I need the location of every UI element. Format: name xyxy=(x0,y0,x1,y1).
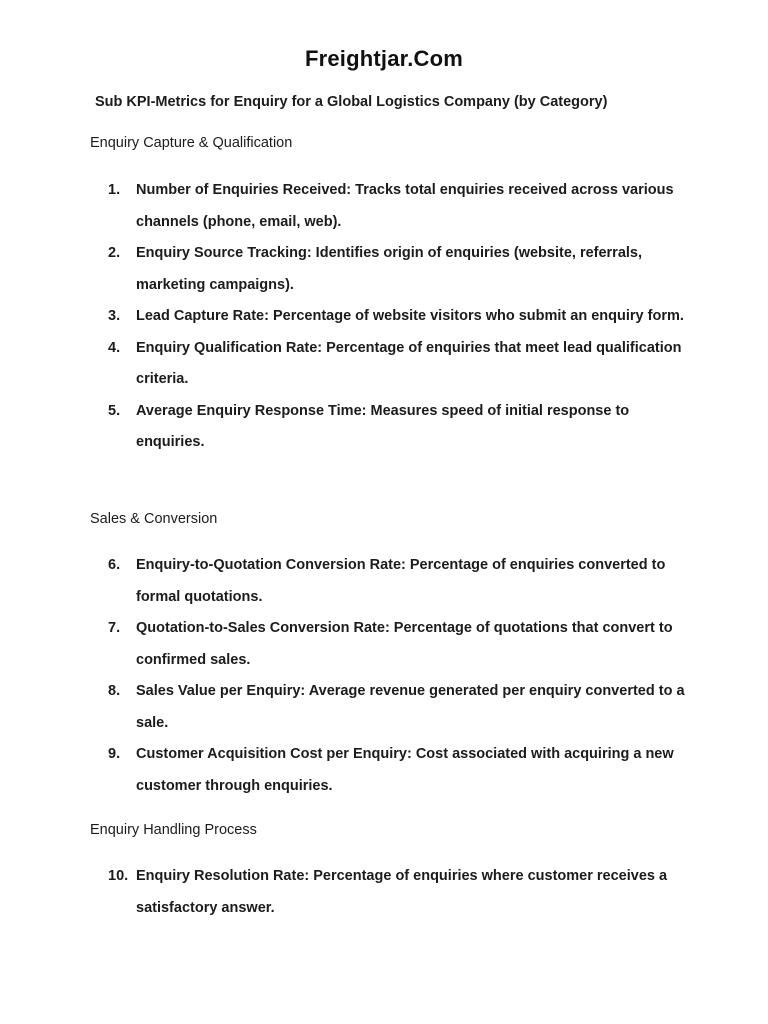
item-number: 2. xyxy=(108,245,121,261)
item-text: Quotation-to-Sales Conversion Rate: Percentage of quotations that convert to confirmed sales. xyxy=(136,620,673,668)
item-text: Enquiry Resolution Rate: Percentage of enquiries where customer receives a satisfactory answer. xyxy=(136,868,668,916)
item-number: 4. xyxy=(108,339,121,356)
list-sales-conversion xyxy=(108,550,688,802)
document-subtitle: Sub KPI-Metrics for Enquiry for a Global Logistics Company (by Category) xyxy=(95,94,608,110)
item-number: 6. xyxy=(108,557,121,573)
item-number: 10. xyxy=(108,868,129,884)
item-text: Lead Capture Rate: Percentage of website visitors who submit an enquiry form. xyxy=(136,308,684,324)
list-item xyxy=(108,301,688,333)
section-heading-sales-conversion: Sales & Conversion xyxy=(90,511,218,527)
list-item xyxy=(108,739,688,802)
list-item xyxy=(108,396,688,459)
item-text: Sales Value per Enquiry: Average revenue generated per enquiry converted to a sale. xyxy=(136,683,685,731)
list-item xyxy=(108,861,688,924)
list-item xyxy=(108,613,688,676)
item-text: Customer Acquisition Cost per Enquiry: Cost associated with acquiring a new customer through enquiries. xyxy=(136,746,674,794)
list-item xyxy=(108,175,688,238)
list-item xyxy=(108,333,688,396)
document-title: Freightjar.Com xyxy=(304,46,464,71)
list-enquiry-capture xyxy=(108,175,688,459)
list-enquiry-handling xyxy=(108,861,688,924)
item-text: Enquiry Source Tracking: Identifies origin of enquiries (website, referrals, marketing campaigns). xyxy=(136,245,643,293)
list-item xyxy=(108,676,688,739)
item-number: 7. xyxy=(108,620,121,636)
item-number: 5. xyxy=(108,402,121,419)
item-text: Average Enquiry Response Time: Measures speed of initial response to enquiries. xyxy=(136,402,630,450)
item-text: Number of Enquiries Received: Tracks total enquiries received across various channels (phone, email, web). xyxy=(136,182,674,230)
section-heading-enquiry-capture: Enquiry Capture & Qualification xyxy=(90,135,293,151)
section-heading-enquiry-handling: Enquiry Handling Process xyxy=(90,822,257,838)
item-number: 1. xyxy=(108,182,121,198)
item-number: 9. xyxy=(108,746,121,762)
item-number: 8. xyxy=(108,683,121,699)
list-item xyxy=(108,238,688,301)
item-text: Enquiry Qualification Rate: Percentage of enquiries that meet lead qualification criteria. xyxy=(136,339,682,387)
item-number: 3. xyxy=(108,308,121,324)
list-item xyxy=(108,550,688,613)
item-text: Enquiry-to-Quotation Conversion Rate: Percentage of enquiries converted to formal quotations. xyxy=(136,557,666,605)
